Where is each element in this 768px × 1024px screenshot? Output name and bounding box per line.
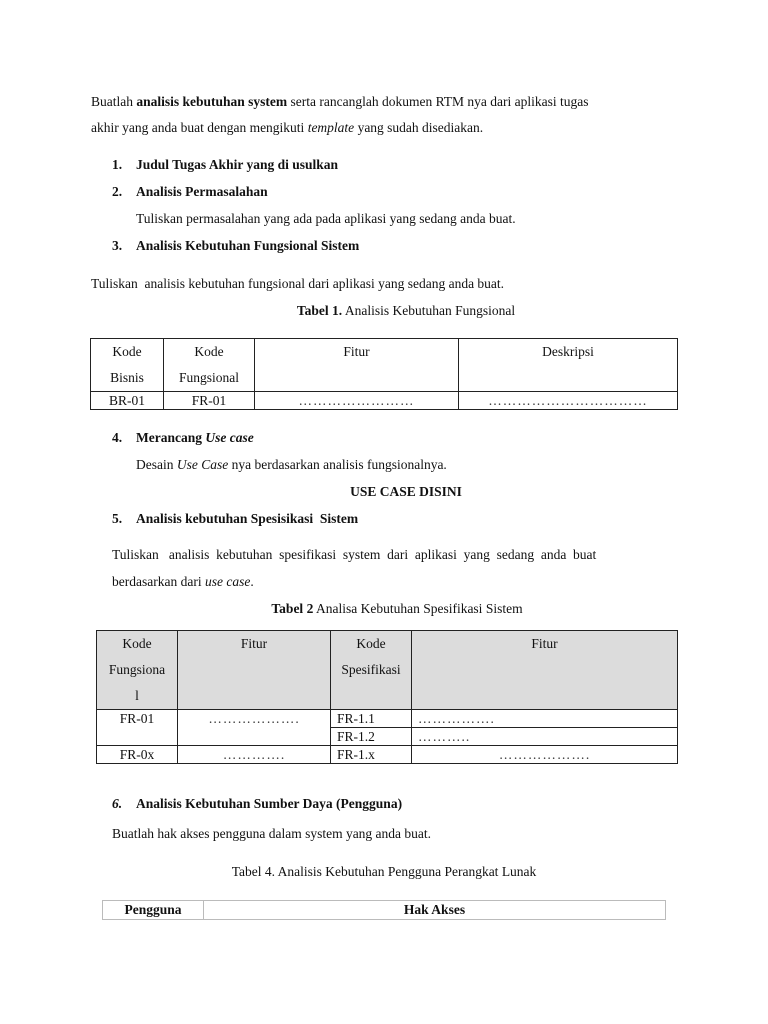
table-2-cell-fitur-spesifikasi: ……………. [412, 710, 678, 728]
table-1-cell-kode-bisnis: BR-01 [91, 392, 164, 410]
table-1-header-deskripsi: Deskripsi [459, 339, 678, 392]
table-1 [90, 338, 678, 410]
table-1-cell-kode-fungsional: FR-01 [164, 392, 255, 410]
table-2-cell-kode-fungsional: FR-01 [97, 710, 178, 746]
item-6-description: Buatlah hak akses pengguna dalam system yang anda buat. [112, 826, 432, 841]
item-6-heading: 6. Analisis Kebutuhan Sumber Daya (Pengguna) [112, 796, 403, 811]
table-row [97, 746, 678, 764]
table-2-cell-kode-spesifikasi: FR-1.x [331, 746, 412, 764]
table-1-cell-fitur: …………………… [255, 392, 459, 410]
table-1-caption: Tabel 1. Analisis Kebutuhan Fungsional [296, 303, 516, 318]
table-row [97, 710, 678, 728]
item-5-description-line-2: berdasarkan dari use case. [112, 574, 254, 589]
item-5-description-line-1: Tuliskan analisis kebutuhan spesifikasi system dari aplikasi yang sedang anda buat [112, 547, 597, 562]
table-1-header-kode-fungsional: Kode Fungsional [164, 339, 255, 392]
table-2-header-kode-spesifikasi: Kode Spesifikasi [331, 631, 412, 710]
table-2-header-kode-fungsional: Kode Fungsiona l [97, 631, 178, 710]
table-2-header-fitur: Fitur [178, 631, 331, 710]
table-2-caption: Tabel 2 Analisa Kebutuhan Spesifikasi Sistem [271, 601, 523, 616]
intro-line-1: Buatlah analisis kebutuhan system serta rancanglah dokumen RTM nya dari aplikasi tugas [91, 94, 589, 109]
item-2-heading: 2. Analisis Permasalahan [112, 184, 268, 199]
item-4-description: Desain Use Case nya berdasarkan analisis fungsionalnya. [136, 457, 447, 472]
table-2-cell-kode-spesifikasi: FR-1.1 [331, 710, 412, 728]
table-2 [96, 630, 678, 764]
table-2-header-row [97, 631, 678, 710]
item-2-description: Tuliskan permasalahan yang ada pada aplikasi yang sedang anda buat. [136, 211, 516, 226]
table-2-cell-kode-fungsional: FR-0x [97, 746, 178, 764]
table-1-header-fitur: Fitur [255, 339, 459, 392]
table-3-header-row [103, 901, 666, 920]
table-3-caption: Tabel 4. Analisis Kebutuhan Pengguna Perangkat Lunak [231, 864, 537, 879]
table-3-header-pengguna: Pengguna [103, 901, 204, 920]
item-5-heading: 5. Analisis kebutuhan Spesisikasi Sistem [112, 511, 359, 526]
item-4-heading: 4. Merancang Use case [112, 430, 254, 445]
table-1-cell-deskripsi: …………………………… [459, 392, 678, 410]
table-2-cell-fitur: …………. [178, 746, 331, 764]
item-3-description: Tuliskan analisis kebutuhan fungsional dari aplikasi yang sedang anda buat. [91, 276, 505, 291]
table-2-cell-kode-spesifikasi: FR-1.2 [331, 728, 412, 746]
intro-line-2: akhir yang anda buat dengan mengikuti template yang sudah disediakan. [91, 120, 484, 135]
item-1-heading: 1. Judul Tugas Akhir yang di usulkan [112, 157, 339, 172]
table-3 [102, 900, 666, 920]
table-2-cell-fitur: ………………. [178, 710, 331, 746]
use-case-placeholder: USE CASE DISINI [350, 484, 462, 499]
table-2-header-fitur-spesifikasi: Fitur [412, 631, 678, 710]
table-3-header-hak-akses: Hak Akses [204, 901, 666, 920]
table-2-cell-fitur-spesifikasi: ………………. [412, 746, 678, 764]
table-row [91, 392, 678, 410]
item-3-heading: 3. Analisis Kebutuhan Fungsional Sistem [112, 238, 360, 253]
table-1-header-kode-bisnis: Kode Bisnis [91, 339, 164, 392]
table-1-header-row [91, 339, 678, 392]
table-2-cell-fitur-spesifikasi: ……….. [412, 728, 678, 746]
